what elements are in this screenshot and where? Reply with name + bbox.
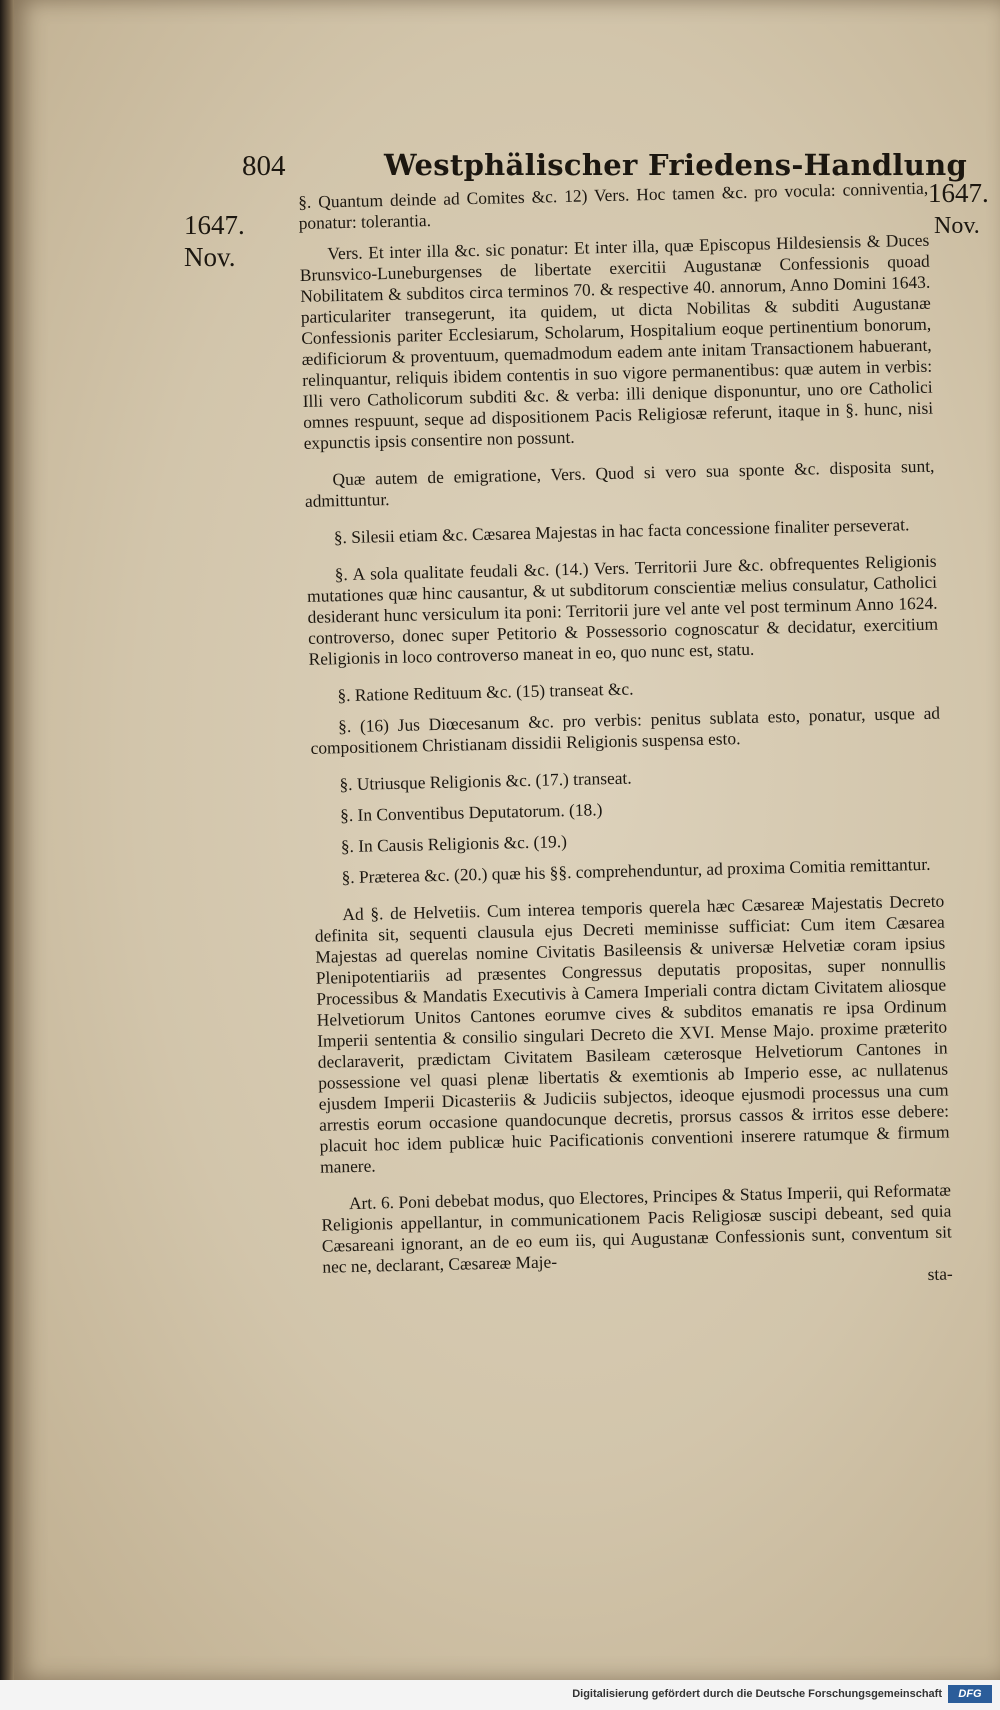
footer-credit: Digitalisierung gefördert durch die Deutsche Forschungsgemeinschaft (572, 1688, 942, 1700)
paragraph-praeterea: §. Præterea &c. (20.) quæ his §§. comprehenduntur, ad proxima Comitia remittantur. (341, 853, 931, 888)
paragraph-comites: §. Quantum deinde ad Comites &c. 12) Vers. Hoc tamen &c. pro vocula: conniventia, ponatur: tolerantia. (298, 177, 929, 233)
dfg-logo-icon: DFG (948, 1685, 992, 1703)
paragraph-redituum: §. Ratione Redituum &c. (15) transeat &c. (337, 678, 634, 706)
paragraph-causis: §. In Causis Religionis &c. (19.) (340, 831, 568, 857)
margin-year-right: 1647. (928, 178, 989, 208)
digitization-footer (0, 1680, 1000, 1710)
paragraph-utriusque: §. Utriusque Religionis &c. (17.) transeat. (339, 767, 632, 795)
paragraph-helvetiis: Ad §. de Helvetiis. Cum interea temporis querela hæc Cæsareæ Majestatis Decreto definita sit, sequenti clausula ejus Decreti meminisse sufficiat: Cum item Cæsarea Majestas ad querelas nomine Civitatis Basileensis & universæ Helvetiæ coram ipsius Plenipotentiariis ad præsentes Congressus deputatis propositas, super nonnullis Processibus & Mandatis Executivis à Camera Imperiali contra dictam Civitatem aliosque Helvetiorum Unitos Cantones eorumve cives & subditos emanatis re ipsa Ordinum Imperii sententia & consilio singulari Decreto die XVI. Mense Majo. proxime præterito declaraverit, prædictam Civitatem Basileam cæterosque Helvetiorum Cantones in possessione vel quasi plenæ libertatis & exemtionis ab Imperio esse, ac nullatenus ejusdem Imperii Dicasteriis & Judiciis subjectos, ideoque ejusmodi processus una cum arrestis eorum occasione quandocunque decretis, prorsus cassos & irritos esse debere: placuit hoc idem publicæ huic Pacificationis conventioni inserere ratumque & firmum manere. (314, 890, 950, 1177)
paragraph-dioecesanum: §. (16) Jus Diœcesanum &c. pro verbis: penitus sublata esto, ponatur, usque ad compositionem Christianam dissidii Religionis suspensa esto. (310, 702, 941, 758)
margin-year-left: 1647. (184, 210, 245, 240)
page-number: 804 (242, 150, 286, 182)
running-title: Westphälischer Friedens-Handlung (384, 148, 968, 182)
paragraph-hildesiensis: Vers. Et inter illa &c. sic ponatur: Et inter illa, quæ Episcopus Hildesiensis & Duces Brunsvico-Luneburgenses de libertate exercitii Augustanæ Confessionis quoad Nobilitatem & subditos circa terminos 70. & respective 40. annorum, Anno Domini 1643. particulariter transegerunt, ita quidem, ut dicta Nobilitas & subditi Augustanæ Confessionis pariter Ecclesiarum, Scholarum, Hospitalium eoque pertinentium bonorum, ædificiorum & proventuum, quemadmodum eadem ante initam Transactionem habuerant, relinquantur, reliquis ibidem contentis in suo vigore permanentibus: quæ autem in verbis: Illi vero Catholicorum subditi &c. & verba: illi denique disponuntur, uno ore Catholici omnes respuunt, seque ad dispositionem Pacis Religiosæ referunt, itaque in §. hunc, nisi expunctis ipsis consentire non possunt. (299, 229, 934, 453)
paragraph-conventibus: §. In Conventibus Deputatorum. (18.) (339, 799, 603, 826)
paragraph-feudali: §. A sola qualitate feudali &c. (14.) Vers. Territorii Jure &c. obfrequentes Religionis mutationes quæ hinc causantur, & ut subditorum conscientiæ melius consulatur, Catholici desiderant hunc versiculum ita poni: Territorii jure vel ante vel post terminum Anno 1624. controverso, donec super Petitorio & Possessorio cognoscatur & decidatur, exercitium Religionis in loco controverso maneat in eo, quo nunc est, statu. (306, 550, 939, 669)
body-text (298, 178, 953, 1299)
margin-month-right: Nov. (934, 213, 980, 239)
book-page (14, 0, 1000, 1680)
paragraph-art-6: Art. 6. Poni debebat modus, quo Electores, Principes & Status Imperii, qui Reformatæ Religionis appellantur, in communicationem Pacis Religiosæ suscipi debeant, sed quia Cæsareani ignorant, an de eo eum iis, qui Augustanæ Confessionis sunt, conventum sit nec ne, declarant, Cæsareæ Maje- (321, 1179, 952, 1277)
margin-month-left: Nov. (184, 242, 236, 272)
catchword: sta- (927, 1263, 953, 1284)
paragraph-silesii: §. Silesii etiam &c. Cæsarea Majestas in hac facta concessione finaliter perseverat. (333, 514, 910, 548)
paragraph-emigratione: Quæ autem de emigratione, Vers. Quod si vero sua sponte &c. disposita sunt, admittuntur. (304, 455, 935, 511)
